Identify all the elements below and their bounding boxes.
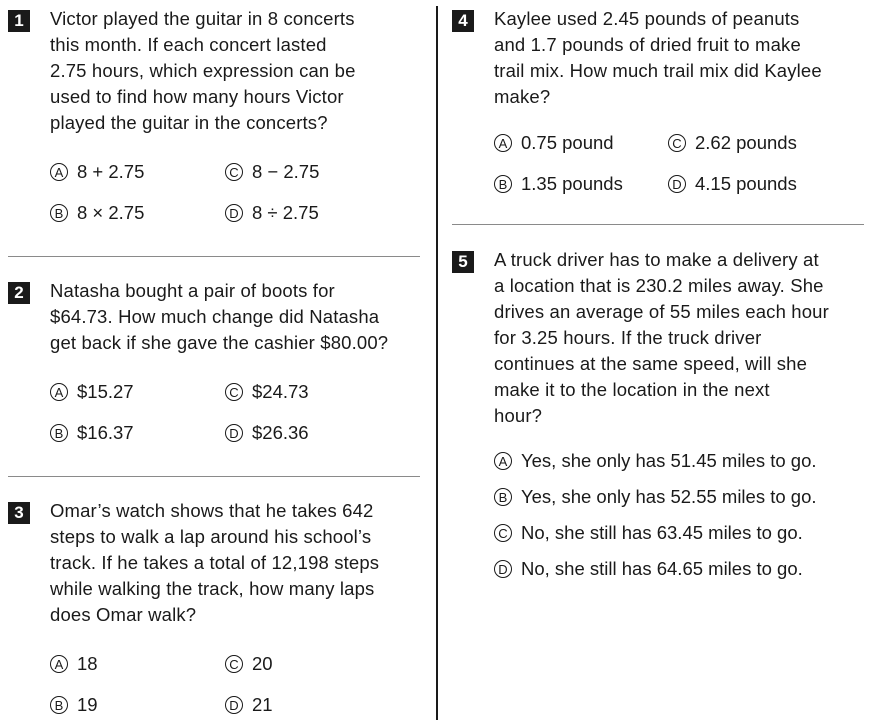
option-text: 20 xyxy=(252,653,273,674)
option-letter-circle: B xyxy=(50,696,68,714)
question-text xyxy=(50,498,379,628)
question-1 xyxy=(8,6,428,246)
question-line: A truck driver has to make a delivery at xyxy=(494,249,819,270)
question-line: does Omar walk? xyxy=(50,604,197,625)
column-divider xyxy=(436,6,438,720)
answer-option-d[interactable] xyxy=(494,556,803,582)
option-letter-circle: A xyxy=(50,383,68,401)
option-text: $15.27 xyxy=(77,381,134,402)
question-line: played the guitar in the concerts? xyxy=(50,112,328,133)
option-text: Yes, she only has 52.55 miles to go. xyxy=(521,486,817,507)
question-line: 2.75 hours, which expression can be xyxy=(50,60,356,81)
question-line: and 1.7 pounds of dried fruit to make xyxy=(494,34,801,55)
answer-option-b[interactable] xyxy=(494,171,623,197)
answer-option-a[interactable] xyxy=(494,448,817,474)
answer-option-a[interactable] xyxy=(50,159,144,185)
question-line: Natasha bought a pair of boots for xyxy=(50,280,335,301)
question-text xyxy=(50,6,356,136)
question-line: make it to the location in the next xyxy=(494,379,770,400)
question-2 xyxy=(8,278,428,468)
question-line: hour? xyxy=(494,405,543,426)
question-line: while walking the track, how many laps xyxy=(50,578,375,599)
question-line: $64.73. How much change did Natasha xyxy=(50,306,380,327)
question-line: track. If he takes a total of 12,198 steps xyxy=(50,552,380,573)
option-text: 2.62 pounds xyxy=(695,132,797,153)
option-letter-circle: A xyxy=(50,655,68,673)
question-3 xyxy=(8,498,428,723)
question-line: continues at the same speed, will she xyxy=(494,353,808,374)
answer-option-b[interactable] xyxy=(50,200,144,226)
question-number-badge: 3 xyxy=(8,502,30,524)
question-number-badge: 2 xyxy=(8,282,30,304)
option-text: 8 − 2.75 xyxy=(252,161,320,182)
option-text: Yes, she only has 51.45 miles to go. xyxy=(521,450,817,471)
answer-option-b[interactable] xyxy=(50,692,98,718)
section-divider xyxy=(8,476,420,477)
option-letter-circle: B xyxy=(50,424,68,442)
question-text xyxy=(494,6,822,110)
question-text xyxy=(494,247,829,429)
option-text: $24.73 xyxy=(252,381,309,402)
answer-option-c[interactable] xyxy=(494,520,803,546)
option-text: 1.35 pounds xyxy=(521,173,623,194)
answer-option-c[interactable] xyxy=(225,379,309,405)
option-text: 8 × 2.75 xyxy=(77,202,145,223)
option-letter-circle: B xyxy=(494,488,512,506)
option-text: 21 xyxy=(252,694,273,715)
option-letter-circle: D xyxy=(494,560,512,578)
option-letter-circle: A xyxy=(50,163,68,181)
question-text xyxy=(50,278,388,356)
question-line: this month. If each concert lasted xyxy=(50,34,327,55)
question-line: Victor played the guitar in 8 concerts xyxy=(50,8,355,29)
answer-option-c[interactable] xyxy=(668,130,797,156)
option-letter-circle: C xyxy=(668,134,686,152)
question-4 xyxy=(452,6,868,216)
answer-option-b[interactable] xyxy=(50,420,134,446)
option-text: 19 xyxy=(77,694,98,715)
answer-option-d[interactable] xyxy=(225,692,273,718)
question-line: used to find how many hours Victor xyxy=(50,86,344,107)
question-number-badge: 1 xyxy=(8,10,30,32)
option-text: 0.75 pound xyxy=(521,132,614,153)
option-letter-circle: A xyxy=(494,452,512,470)
answer-option-d[interactable] xyxy=(225,200,319,226)
answer-option-b[interactable] xyxy=(494,484,817,510)
answer-option-a[interactable] xyxy=(50,379,134,405)
question-line: drives an average of 55 miles each hour xyxy=(494,301,829,322)
option-letter-circle: B xyxy=(50,204,68,222)
option-letter-circle: C xyxy=(225,383,243,401)
section-divider xyxy=(452,224,864,225)
option-text: No, she still has 63.45 miles to go. xyxy=(521,522,803,543)
question-line: Kaylee used 2.45 pounds of peanuts xyxy=(494,8,800,29)
answer-option-a[interactable] xyxy=(494,130,614,156)
question-number-badge: 4 xyxy=(452,10,474,32)
option-text: 4.15 pounds xyxy=(695,173,797,194)
option-text: No, she still has 64.65 miles to go. xyxy=(521,558,803,579)
option-letter-circle: D xyxy=(225,424,243,442)
option-text: 8 ÷ 2.75 xyxy=(252,202,319,223)
option-letter-circle: D xyxy=(225,696,243,714)
question-line: make? xyxy=(494,86,551,107)
answer-option-d[interactable] xyxy=(225,420,309,446)
question-line: for 3.25 hours. If the truck driver xyxy=(494,327,762,348)
option-text: $16.37 xyxy=(77,422,134,443)
answer-option-d[interactable] xyxy=(668,171,797,197)
answer-option-c[interactable] xyxy=(225,651,273,677)
option-text: $26.36 xyxy=(252,422,309,443)
option-letter-circle: C xyxy=(225,655,243,673)
option-text: 18 xyxy=(77,653,98,674)
question-5 xyxy=(452,247,868,587)
question-line: a location that is 230.2 miles away. She xyxy=(494,275,824,296)
section-divider xyxy=(8,256,420,257)
answer-option-a[interactable] xyxy=(50,651,98,677)
question-line: get back if she gave the cashier $80.00? xyxy=(50,332,389,353)
question-line: Omar’s watch shows that he takes 642 xyxy=(50,500,374,521)
option-letter-circle: B xyxy=(494,175,512,193)
option-text: 8 + 2.75 xyxy=(77,161,145,182)
option-letter-circle: C xyxy=(494,524,512,542)
question-line: trail mix. How much trail mix did Kaylee xyxy=(494,60,822,81)
question-line: steps to walk a lap around his school’s xyxy=(50,526,372,547)
option-letter-circle: A xyxy=(494,134,512,152)
answer-option-c[interactable] xyxy=(225,159,319,185)
question-number-badge: 5 xyxy=(452,251,474,273)
option-letter-circle: D xyxy=(225,204,243,222)
option-letter-circle: C xyxy=(225,163,243,181)
option-letter-circle: D xyxy=(668,175,686,193)
